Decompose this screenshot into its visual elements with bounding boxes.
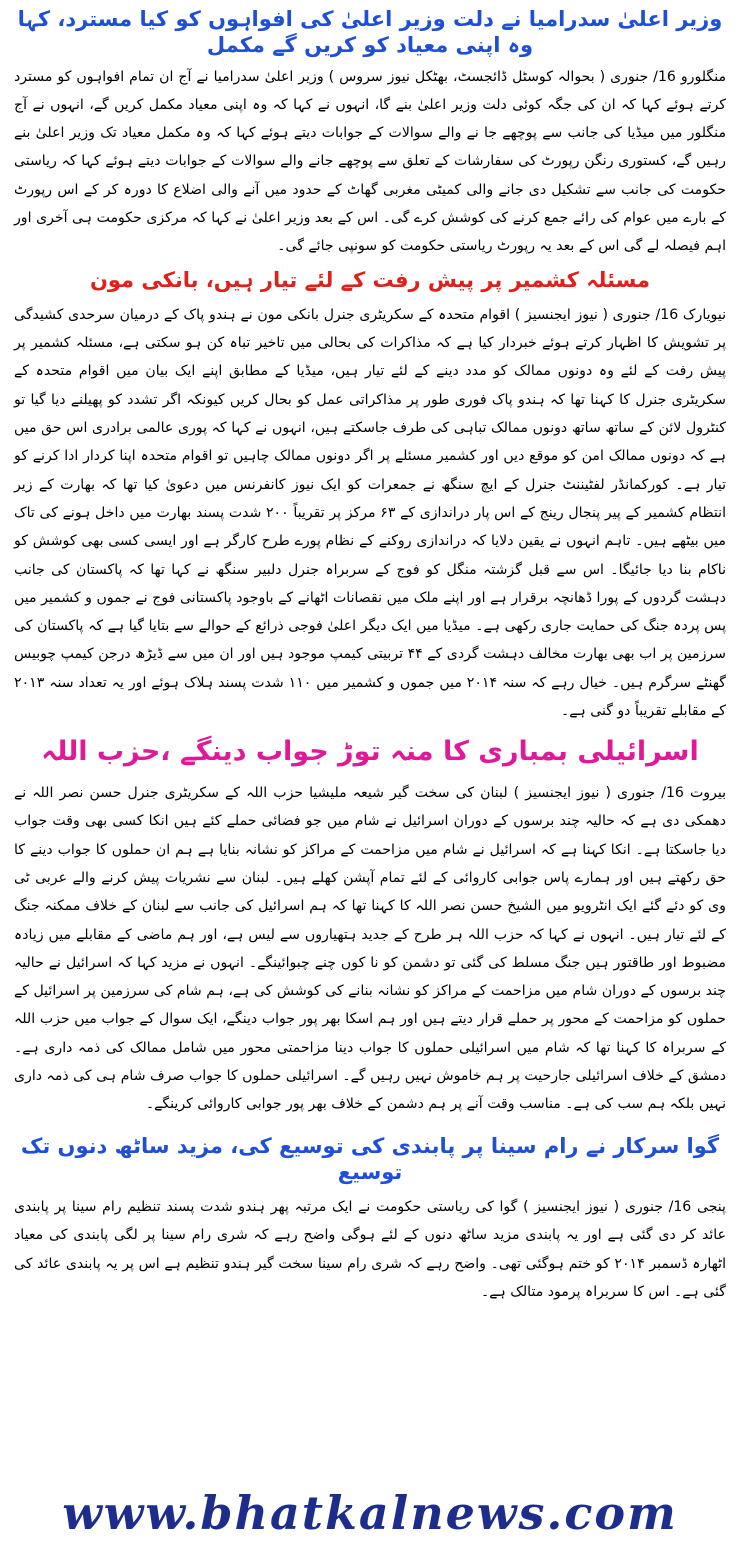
headline-hezbollah: اسرائیلی بمباری کا منہ توڑ جواب دینگے ،حزب اللہ (41, 736, 699, 768)
article-goa-ram-sena (14, 1133, 726, 1307)
body-hezbollah: بیروت 16/ جنوری ( نیوز ایجنسیز ) لبنان کی سخت گیر شیعہ ملیشیا حزب اللہ کے سکریٹری جنرل حسن نصر اللہ نے دھمکی دی ہے کہ حالیہ چند برسوں کے دوران اسرائیل نے شام میں جو فضائی حملے کئے ہیں انکا کسی بھی وقت جواب دیا جاسکتا ہے۔ انکا کہنا ہے کہ اسرائیل نے شام میں مزاحمت کے مراکز کو نشانہ بنایا ہے ہم ان حملوں کا جواب دینے کا حق رکھتے ہیں اور ہمارے پاس جوابی کاروائی کے لئے تمام آپشن کھلے ہیں۔ لبنان سے نشریات پیش کرنے والے عربی ٹی وی کو دئے گئے ایک انٹرویو میں الشیخ حسن نصر اللہ کا کہنا تھا کہ ہم اسرائیل کی جانب سے لبنان کے خلاف ممکنہ جنگ کے لئے تیار ہیں۔ انہوں نے کہا کہ حزب اللہ ہر طرح کے جدید ہتھیاروں سے لیس ہے، اور ہم ماضی کے مقابلے میں زیادہ مضبوط اور طاقتور ہیں جنگ مسلط کی گئی تو دشمن کو نا کوں چنے چبوائینگے۔ انہوں نے مزید کہا کہ اسرائیل نے حالیہ چند برسوں کے دوران شام میں مزاحمت کے مراکز کو نشانہ بنانے کی کوشش کی ہے، ہم شام کی سرزمین پر اسرائیل کے حملوں کو مزاحمت کے محور پر حملے قرار دیتے ہیں اور ہم اسکا بھر پور جواب دینگے، ایک سوال کے جواب میں حزب اللہ کے سربراہ کا کہنا تھا کہ شام میں اسرائیلی حملوں کا جواب دینا مزاحمتی محور میں شامل ممالک کی ذمہ داری ہے۔ دمشق کے خلاف اسرائیلی جارحیت پر ہم خاموش نہیں رہیں گے۔ اسرائیلی حملوں کا جواب صرف شام ہی کی ذمہ داری نہیں بلکہ ہم سب کی ہے۔ مناسب وقت آنے پر ہم دشمن کے خلاف بھر پور جوابی کاروائی کرینگے۔ (14, 785, 726, 1113)
body-goa-ram-sena: پنجی 16/ جنوری ( نیوز ایجنسیز ) گوا کی ریاستی حکومت نے ایک مرتبہ پھر ہندو شدت پسند تنظیم رام سینا پر پابندی عائد کر دی گئی ہے اور یہ پابندی مزید ساٹھ دنوں کے لئے ہوگی واضح رہے کہ شری رام سینا پر لگی پابندی کی معیاد اٹھارہ ڈسمبر ۲۰۱۴ کو ختم ہوگئی تھی۔ واضح رہے کہ شری رام سینا سخت گیر ہندو تنظیم ہے اس پر یہ پابندی عائد کی گئی ہے۔ اس کا سربراہ پرمود متالک ہے۔ (14, 1199, 726, 1300)
article-hezbollah (14, 735, 726, 1118)
body-ban-ki-moon: نیویارک 16/ جنوری ( نیوز ایجنسیز ) اقوام متحدہ کے سکریٹری جنرل بانکی مون نے ہندو پاک کے درمیان سرحدی کشیدگی پر تشویش کا اظہار کرتے ہوئے خبردار کیا ہے کہ مذاکرات کی بحالی میں تاخیر تباہ کن ہو سکتی ہے، مسئلہ کشمیر پر پیش رفت کے لئے وہ دونوں ممالک کو مدد دینے کے لئے تیار ہیں، میڈیا کے مطابق اپنے ایک بیان میں اقوام متحدہ کے سکریٹری جنرل کا کہنا تھا کہ ہندو پاک فوری طور پر مذاکراتی عمل کو بحال کریں کیونکہ اگر تشدد کو پھیلنے دیا گیا تو کنٹرول لائن کے ساتھ ساتھ دونوں ممالک تباہی کی طرف جاسکتے ہیں، انہوں نے کہا کہ پوری عالمی برادری اس حق میں ہے کہ دونوں ممالک امن کو موقع دیں اور کشمیر مسئلے پر اگر دونوں ممالک چاہیں تو اقوام متحدہ اپنا کردار ادا کرنے کو تیار ہے۔ کورکمانڈر لفٹیننٹ جنرل کے ایچ سنگھ نے جمعرات کو ایک نیوز کانفرنس میں دعویٰ کیا تھا کہ بھارت کے زیر انتظام کشمیر کے پیر پنجال رینج کے اس پار دراندازی کے ۶۳ مرکز پر تقریباً ۲۰۰ شدت پسند بھارت میں داخل ہونے کی تاک میں بیٹھے ہیں۔ تاہم انہوں نے یقین دلایا کہ دراندازی روکنے کے نظام پورے طرح کارگر ہے اور ایسی کسی بھی کوشش کو ناکام بنا دیا جائیگا۔ اس سے قبل گزشتہ منگل کو فوج کے سربراہ جنرل دلبیر سنگھ نے کہا تھا کہ پاکستان کی جانب دہشت گردوں کے پورا ڈھانچہ برقرار ہے اور اپنے ملک میں نقصانات اٹھانے کے باوجود پاکستانی فوج نے جموں و کشمیر میں پس پردہ جنگ کی حمایت جاری رکھی ہے۔ میڈیا میں ایک دیگر اعلیٰ فوجی ذرائع کے حوالے سے بتایا گیا ہے کہ پاکستان کی سرزمین پر اب بھی بھارت مخالف دہشت گردی کے ۴۴ تربیتی کیمپ موجود ہیں اور ان میں سے ڈیڑھ درجن کیمپ چوبیس گھنٹے سرگرم ہیں۔ خیال رہے کہ سنہ ۲۰۱۴ میں جموں و کشمیر میں ۱۱۰ شدت پسند ہلاک ہوئے اور یہ تعداد سنہ ۲۰۱۳ کے مقابلے تقریباً دو گنی ہے۔ (14, 306, 727, 719)
article-ban-ki-moon (14, 267, 726, 726)
body-sidramaiah: منگلورو 16/ جنوری ( بحوالہ کوسٹل ڈائجسٹ، بھٹکل نیوز سروس ) وزیر اعلیٰ سدرامیا نے آج ان تمام افواہوں کو مسترد کرتے ہوئے کہا کہ ان کی جگہ کوئی دلت وزیر اعلیٰ بنے گا، انہوں نے کہا کہ وہ اپنی معیاد مکمل کریں گے، انہوں نے آج منگلور میں میڈیا کی جانب سے پوچھے جا نے والے سوالات کے جوابات دیتے ہوئے کہا کہ وہ مکمل معیاد تک وزیر اعلیٰ بنے رہیں گے، کستوری رنگن رپورٹ کی سفارشات کے تعلق سے پوچھے جانے والے سوالات کے جوابات دیتے ہوئے کہا کہ ریاستی حکومت کی جانب سے تشکیل دی جانے والی کمیٹی مغربی گھاٹ کے حدود میں آنے والی اضلاع کا دورہ کر کے اس رپورٹ کے بارے میں عوام کی رائے جمع کرنے کی کوشش کرے گی۔ اس کے بعد وزیر اعلیٰ نے کہا کہ مرکزی حکومت ہی آخری اور اہم فیصلہ لے گی اس کے بعد یہ رپورٹ ریاستی حکومت کو سونپی جائے گی۔ (14, 68, 727, 255)
website-footer: www.bhatkalnews.com (62, 1486, 678, 1540)
headline-goa-ram-sena: گوا سرکار نے رام سینا پر پابندی کی توسیع کی، مزید ساٹھ دنوں تک توسیع (20, 1133, 720, 1184)
headline-ban-ki-moon: مسئلہ کشمیر پر پیش رفت کے لئے تیار ہیں، بانکی مون (89, 267, 651, 292)
headline-sidramaiah: وزیر اعلیٰ سدرامیا نے دلت وزیر اعلیٰ کی افواہوں کو کیا مسترد، کہا وہ اپنی معیاد کو کریں گے مکمل (17, 7, 723, 58)
article-sidramaiah (14, 6, 726, 261)
